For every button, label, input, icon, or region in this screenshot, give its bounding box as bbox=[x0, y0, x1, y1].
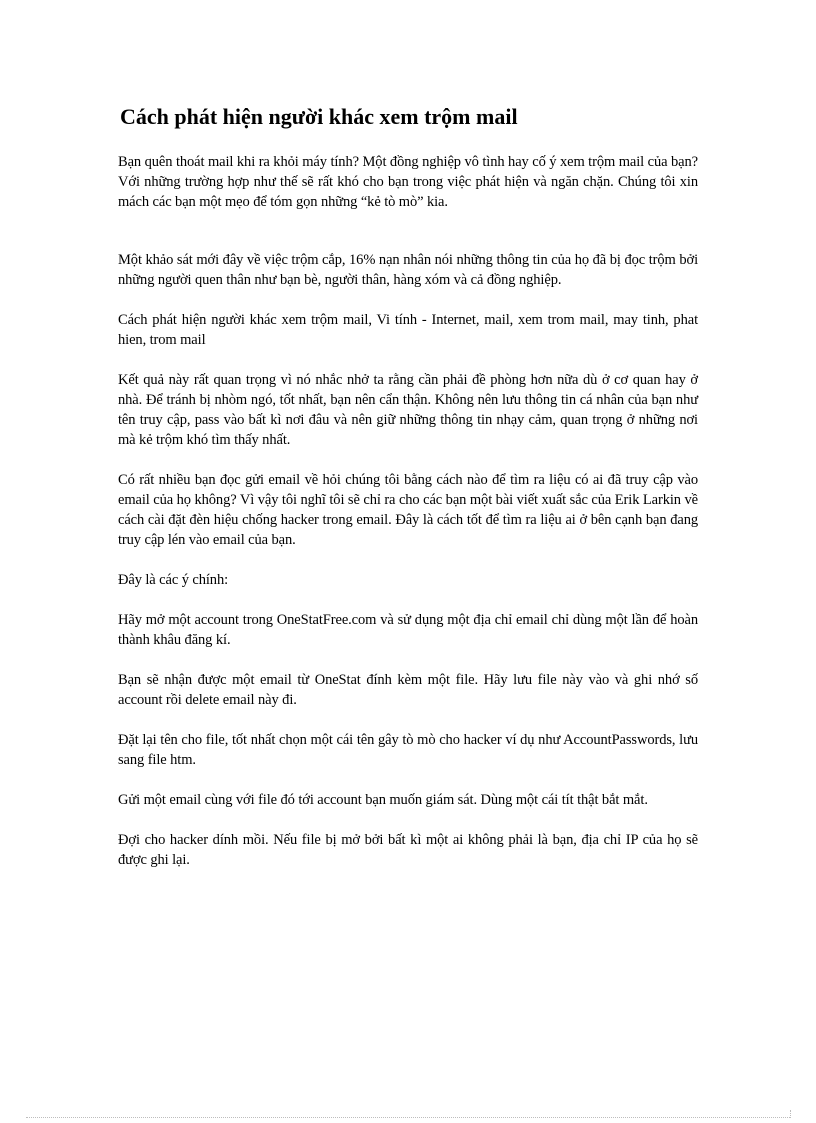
paragraph-step-receive-file: Bạn sẽ nhận được một email từ OneStat đính kèm một file. Hãy lưu file này vào và ghi nhớ số account rồi delete email này đi. bbox=[118, 672, 698, 708]
paragraph-readers: Có rất nhiều bạn đọc gửi email về hỏi chúng tôi bằng cách nào để tìm ra liệu có ai đã truy cập vào email của họ không? Vì vậy tôi nghĩ tôi sẽ chỉ ra cho các bạn một bài viết xuất sắc của Erik Larkin về cách cài đặt đèn hiệu chống hacker trong email. Đây là cách tốt để tìm ra liệu ai ở bên cạnh bạn đang truy cập lén vào email của bạn. bbox=[118, 472, 698, 548]
paragraph-intro: Bạn quên thoát mail khi ra khỏi máy tính? Một đồng nghiệp vô tình hay cố ý xem trộm mail của bạn? Với những trường hợp như thế sẽ rất khó cho bạn trong việc phát hiện và ngăn chặn. Chúng tôi xin mách các bạn một mẹo để tóm gọn những “kẻ tò mò” kia. bbox=[118, 154, 698, 210]
paragraph-survey: Một khảo sát mới đây về việc trộm cắp, 16% nạn nhân nói những thông tin của họ đã bị đọc trộm bởi những người quen thân như bạn bè, người thân, hàng xóm và cả đồng nghiệp. bbox=[118, 252, 698, 288]
page-bottom-divider bbox=[26, 1117, 790, 1118]
paragraph-step-open-account: Hãy mở một account trong OneStatFree.com và sử dụng một địa chỉ email chỉ dùng một lần để hoàn thành khâu đăng kí. bbox=[118, 612, 698, 648]
paragraph-step-send-email: Gửi một email cùng với file đó tới account bạn muốn giám sát. Dùng một cái tít thật bắt mắt. bbox=[118, 792, 648, 808]
paragraph-keywords: Cách phát hiện người khác xem trộm mail, Vi tính - Internet, mail, xem trom mail, may tinh, phat hien, trom mail bbox=[118, 312, 698, 348]
paragraph-result: Kết quả này rất quan trọng vì nó nhắc nhở ta rằng cần phải đề phòng hơn nữa dù ở cơ quan hay ở nhà. Để tránh bị nhòm ngó, tốt nhất, bạn nên cẩn thận. Không nên lưu thông tin cá nhân của bạn như tên truy cập, pass vào bất kì nơi đâu và nên giữ những thông tin nhạy cảm, quan trọng ở những nơi mà kẻ trộm khó tìm thấy nhất. bbox=[118, 372, 698, 448]
paragraph-step-rename-file: Đặt lại tên cho file, tốt nhất chọn một cái tên gây tò mò cho hacker ví dụ như AccountPasswords, lưu sang file htm. bbox=[118, 732, 698, 768]
document-body bbox=[118, 152, 698, 890]
paragraph-main-points: Đây là các ý chính: bbox=[118, 572, 229, 588]
paragraph-step-wait: Đợi cho hacker dính mồi. Nếu file bị mở bởi bất kì một ai không phải là bạn, địa chỉ IP của họ sẽ được ghi lại. bbox=[118, 832, 698, 868]
page-corner-mark bbox=[790, 1110, 791, 1118]
document-title: Cách phát hiện người khác xem trộm mail bbox=[120, 104, 518, 129]
